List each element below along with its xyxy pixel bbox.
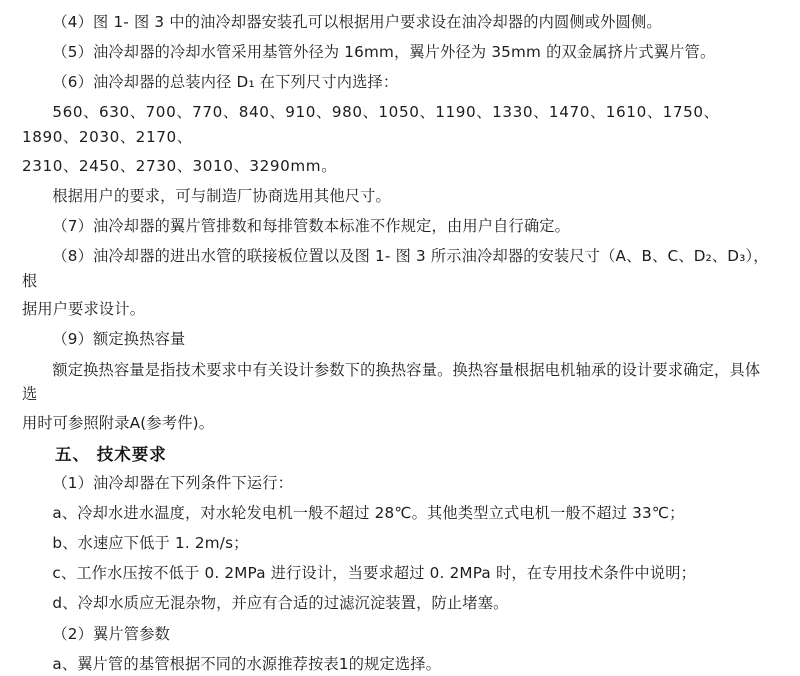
paragraph-6-note: 根据用户的要求，可与制造厂协商选用其他尺寸。 [52, 186, 391, 205]
section-item-1b: b、水速应下低于 1. 2m/s； [52, 534, 249, 553]
paragraph-9-body-line-1: 额定换热容量是指技术要求中有关设计参数下的换热容量。换热容量根据电机轴承的设计要求确定，具体选 [22, 360, 761, 404]
section-item-1d: d、冷却水质应无混杂物，并应有合适的过滤沉淀装置，防止堵塞。 [52, 594, 509, 613]
paragraph-9-body-line-2: 用时可参照附录A(参考件)。 [22, 413, 215, 432]
paragraph-7: （7）油冷却器的翼片管排数和每排管数本标准不作规定，由用户自行确定。 [52, 216, 571, 235]
paragraph-6: （6）油冷却器的总装内径 D₁ 在下列尺寸内选择： [52, 73, 399, 92]
paragraph-4: （4）图 1- 图 3 中的油冷却器安装孔可以根据用户要求设在油冷却器的内圆侧或外圆侧。 [52, 13, 662, 31]
section-item-1: （1）油冷却器在下列条件下运行： [52, 473, 294, 492]
paragraph-9: （9）额定换热容量 [52, 330, 186, 349]
section-item-1c: c、工作水压按不低于 0. 2MPa 进行设计，当要求超过 0. 2MPa 时，在专用技术条件中说明； [52, 564, 696, 583]
paragraph-6-values-line-2: 2310、2450、2730、3010、3290mm。 [22, 156, 337, 175]
section-item-2a: a、翼片管的基管根据不同的水源推荐按表1的规定选择。 [52, 654, 442, 673]
section-heading-technical-requirements: 五、 技术要求 [55, 444, 167, 464]
section-item-1a: a、冷却水进水温度，对水轮发电机一般不超过 28℃。其他类型立式电机一般不超过 33℃； [52, 504, 685, 522]
section-item-2: （2）翼片管参数 [52, 624, 170, 643]
paragraph-8-line-1: （8）油冷却器的进出水管的联接板位置以及图 1- 图 3 所示油冷却器的安装尺寸（A、B、C、D₂、D₃），根 [22, 247, 769, 290]
paragraph-5: （5）油冷却器的冷却水管采用基管外径为 16mm，翼片外径为 35mm 的双金属挤片式翼片管。 [52, 43, 716, 62]
paragraph-8-line-2: 据用户要求设计。 [22, 300, 146, 319]
paragraph-6-values-line-1: 560、630、700、770、840、910、980、1050、1190、1330、1470、1610、1750、1890、2030、2170、 [22, 103, 720, 146]
